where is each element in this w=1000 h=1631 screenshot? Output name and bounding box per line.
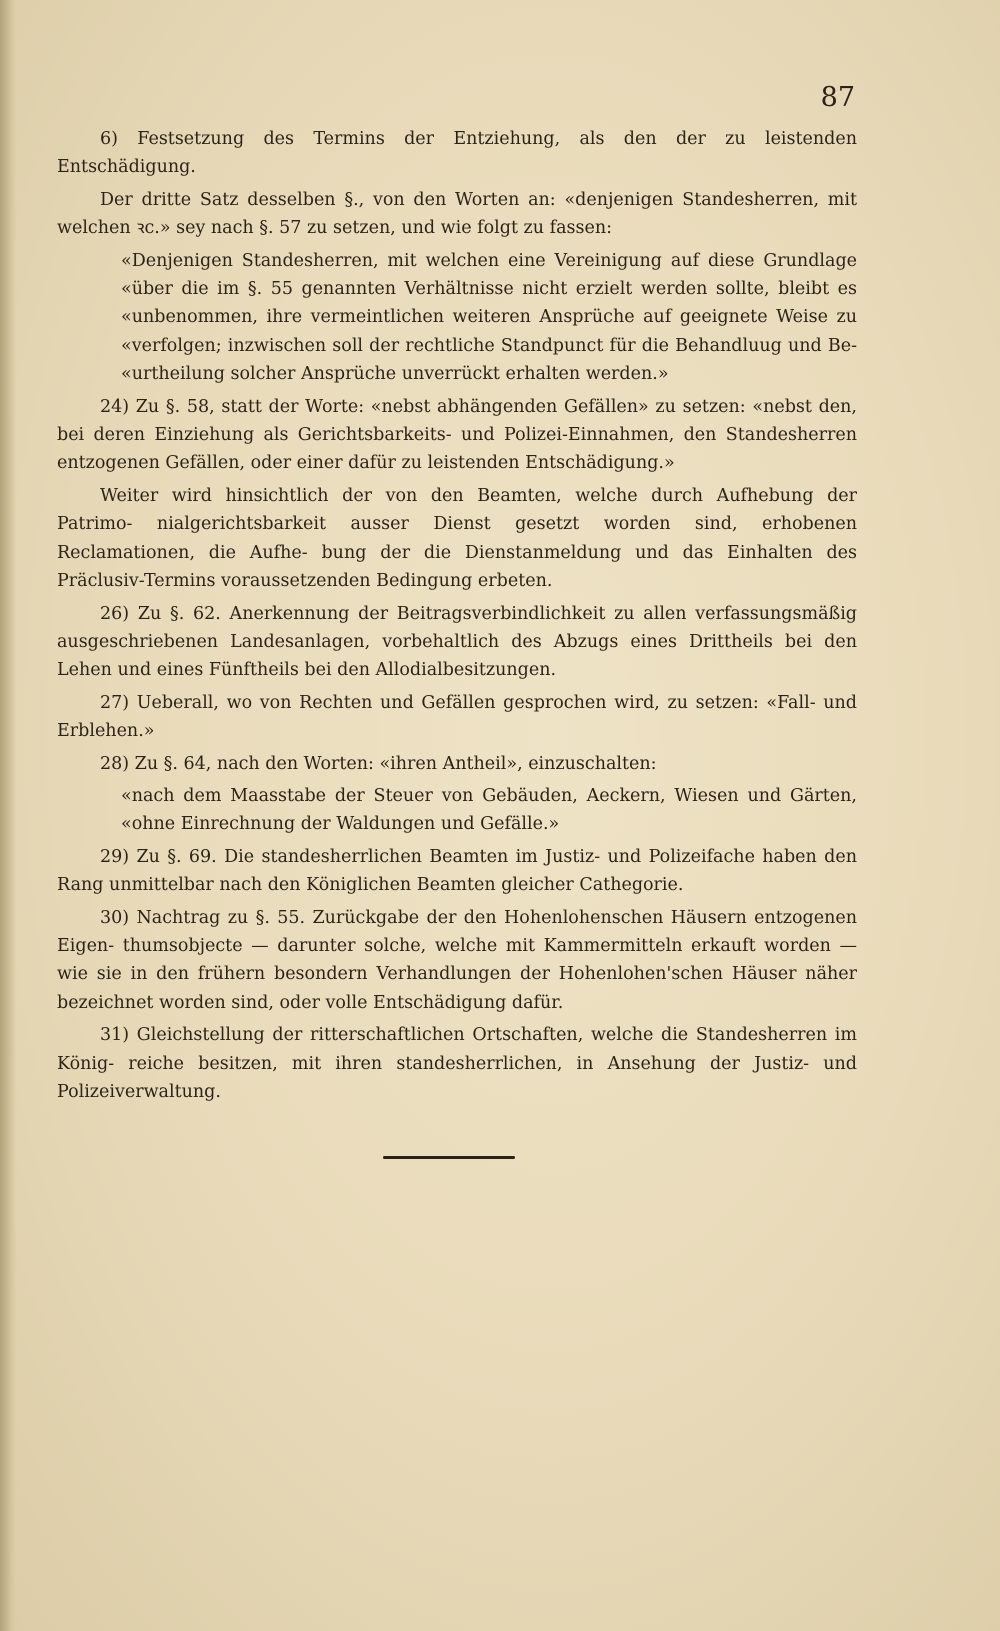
paragraph-31: 31) Gleichstellung der ritterschaftlichen Ortschaften, welche die Standesherren im König- reiche besitzen, mit ihren standesherrlichen, in Ansehung der Justiz- und Polizeiverwaltung. — [57, 1025, 857, 1102]
paragraph-28: 28) Zu §. 64, nach den Worten: «ihren Antheil», einzuschalten: — [100, 753, 657, 774]
paragraph-27: 27) Ueberall, wo von Rechten und Gefällen gesprochen wird, zu setzen: «Fall- und Erblehen.» — [57, 692, 857, 742]
paragraph-29: 29) Zu §. 69. Die standesherrlichen Beamten im Justiz- und Polizeifache haben den Rang unmittelbar nach den Königlichen Beamten gleicher Cathegorie. — [57, 846, 857, 896]
closing-rule — [383, 1156, 515, 1159]
page-binding-edge — [0, 0, 16, 1631]
paragraph-30: 30) Nachtrag zu §. 55. Zurückgabe der den Hohenlohenschen Häusern entzogenen Eigen- thumsobjecte — darunter solche, welche mit Kammermitteln erkauft worden — wie sie in den frühern besondern Verhandlungen der Hohenlohen'schen Häuser näher bezeichnet worden sind, oder volle Entschädigung dafür. — [57, 907, 857, 1013]
quote-maasstabe: «nach dem Maasstabe der Steuer von Gebäuden, Aeckern, Wiesen und Gärten, «ohne Einrechnung der Waldungen und Gefälle.» — [121, 785, 857, 835]
body-text — [57, 125, 857, 1110]
paragraph-third-sentence: Der dritte Satz desselben §., von den Worten an: «denjenigen Standesherren, mit welchen ꝛc.» sey nach §. 57 zu setzen, und wie folgt zu fassen: — [57, 189, 857, 239]
quote-standesherren: «Denjenigen Standesherren, mit welchen eine Vereinigung auf diese Grundlage «über die im §. 55 genannten Verhältnisse nicht erzielt werden sollte, bleibt es «unbenommen, ihre vermeintlichen weiteren Ansprüche auf geeignete Weise zu «verfolgen; inzwischen soll der rechtliche Standpunct für die Behandluug und Be- «urtheilung solcher Ansprüche unverrückt erhalten werden.» — [121, 250, 857, 385]
paragraph-6: 6) Festsetzung des Termins der Entziehung, als den der zu leistenden Entschädigung. — [57, 129, 857, 178]
page-number: 87 — [820, 82, 855, 113]
paragraph-26: 26) Zu §. 62. Anerkennung der Beitragsverbindlichkeit zu allen verfassungsmäßig ausgeschriebenen Landesanlagen, vorbehaltlich des Abzugs eines Drittheils bei den Lehen und eines Fünftheils bei den Allodialbesitzungen. — [57, 603, 857, 681]
paragraph-24: 24) Zu §. 58, statt der Worte: «nebst abhängenden Gefällen» zu setzen: «nebst den, bei deren Einziehung als Gerichtsbarkeits- und Polizei-Einnahmen, den Standesherren entzogenen Gefällen, oder einer dafür zu leistenden Entschädigung.» — [57, 396, 857, 474]
paragraph-beamten: Weiter wird hinsichtlich der von den Beamten, welche durch Aufhebung der Patrimo- nialgerichtsbarkeit ausser Dienst gesetzt worden sind, erhobenen Reclamationen, die Aufhe- bung der die Dienstanmeldung und das Einhalten des Präclusiv-Termins voraussetzenden Bedingung erbeten. — [57, 485, 857, 592]
